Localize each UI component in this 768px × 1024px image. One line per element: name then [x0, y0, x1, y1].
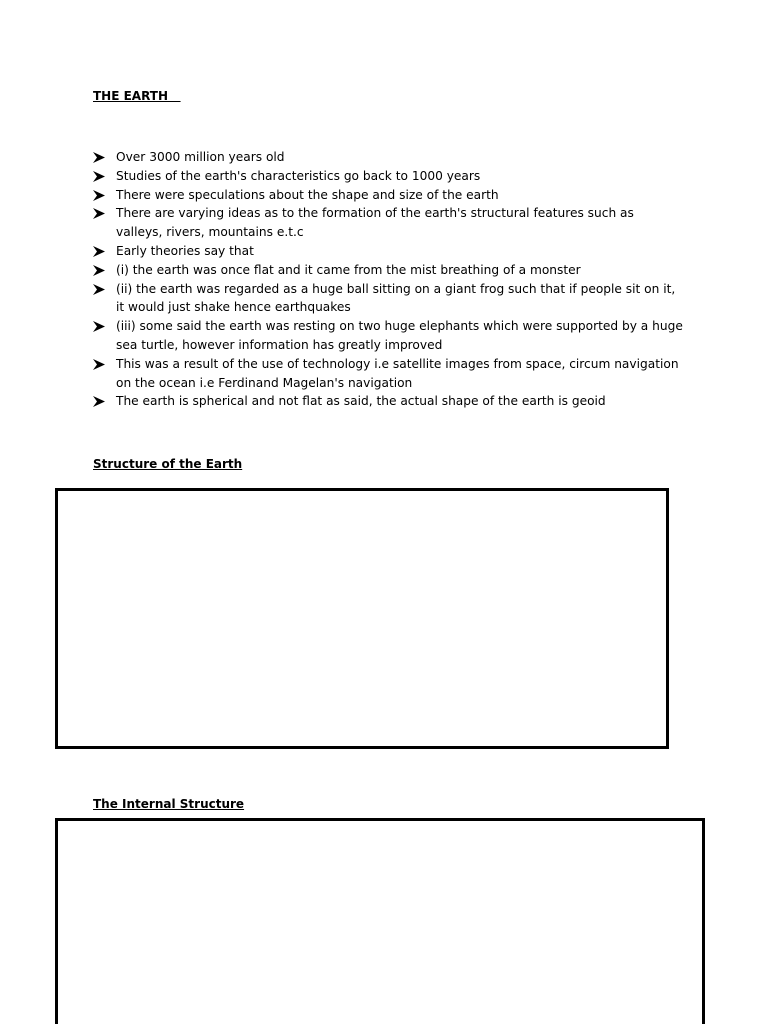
- section-heading-internal-structure: The Internal Structure: [93, 797, 245, 811]
- list-item: [93, 355, 683, 393]
- list-item: [93, 280, 683, 318]
- list-item-text: This was a result of the use of technology i.e satellite images from space, circum navigation on the ocean i.e Ferdinand Magelan's navigation: [116, 356, 679, 390]
- list-item: [93, 317, 683, 355]
- list-item: [93, 204, 683, 242]
- section-heading-structure: Structure of the Earth: [93, 457, 243, 471]
- arrowhead-bullet-icon: [93, 321, 105, 332]
- structure-diagram-frame: [55, 488, 669, 749]
- list-item-text: (ii) the earth was regarded as a huge ball sitting on a giant frog such that if people sit on it, it would just shake hence earthquakes: [116, 281, 676, 315]
- arrowhead-bullet-icon: [93, 265, 105, 276]
- list-item: [93, 242, 683, 261]
- internal-structure-diagram-frame: [55, 818, 705, 1024]
- list-item-text: There were speculations about the shape and size of the earth: [116, 187, 499, 202]
- arrowhead-bullet-icon: [93, 190, 105, 201]
- document-title: THE EARTH: [93, 89, 181, 103]
- list-item-text: The earth is spherical and not flat as said, the actual shape of the earth is geoid: [116, 394, 606, 409]
- list-item-text: (iii) some said the earth was resting on two huge elephants which were supported by a huge sea turtle, however information has greatly improved: [116, 319, 683, 352]
- arrowhead-bullet-icon: [93, 208, 105, 219]
- list-item-text: (i) the earth was once flat and it came from the mist breathing of a monster: [116, 262, 581, 277]
- list-item: [93, 392, 683, 411]
- list-item: [93, 167, 683, 186]
- bullet-list: [93, 148, 683, 411]
- list-item: [93, 186, 683, 205]
- arrowhead-bullet-icon: [93, 171, 105, 182]
- arrowhead-bullet-icon: [93, 246, 105, 257]
- arrowhead-bullet-icon: [93, 359, 105, 370]
- list-item: [93, 148, 683, 167]
- list-item-text: Over 3000 million years old: [116, 150, 285, 164]
- list-item: [93, 261, 683, 280]
- arrowhead-bullet-icon: [93, 396, 105, 407]
- list-item-text: Early theories say that: [116, 243, 254, 258]
- list-item-text: Studies of the earth's characteristics go back to 1000 years: [116, 168, 481, 183]
- list-item-text: There are varying ideas as to the formation of the earth's structural features such as valleys, rivers, mountains e.t.c: [116, 206, 634, 240]
- arrowhead-bullet-icon: [93, 152, 105, 163]
- arrowhead-bullet-icon: [93, 284, 105, 295]
